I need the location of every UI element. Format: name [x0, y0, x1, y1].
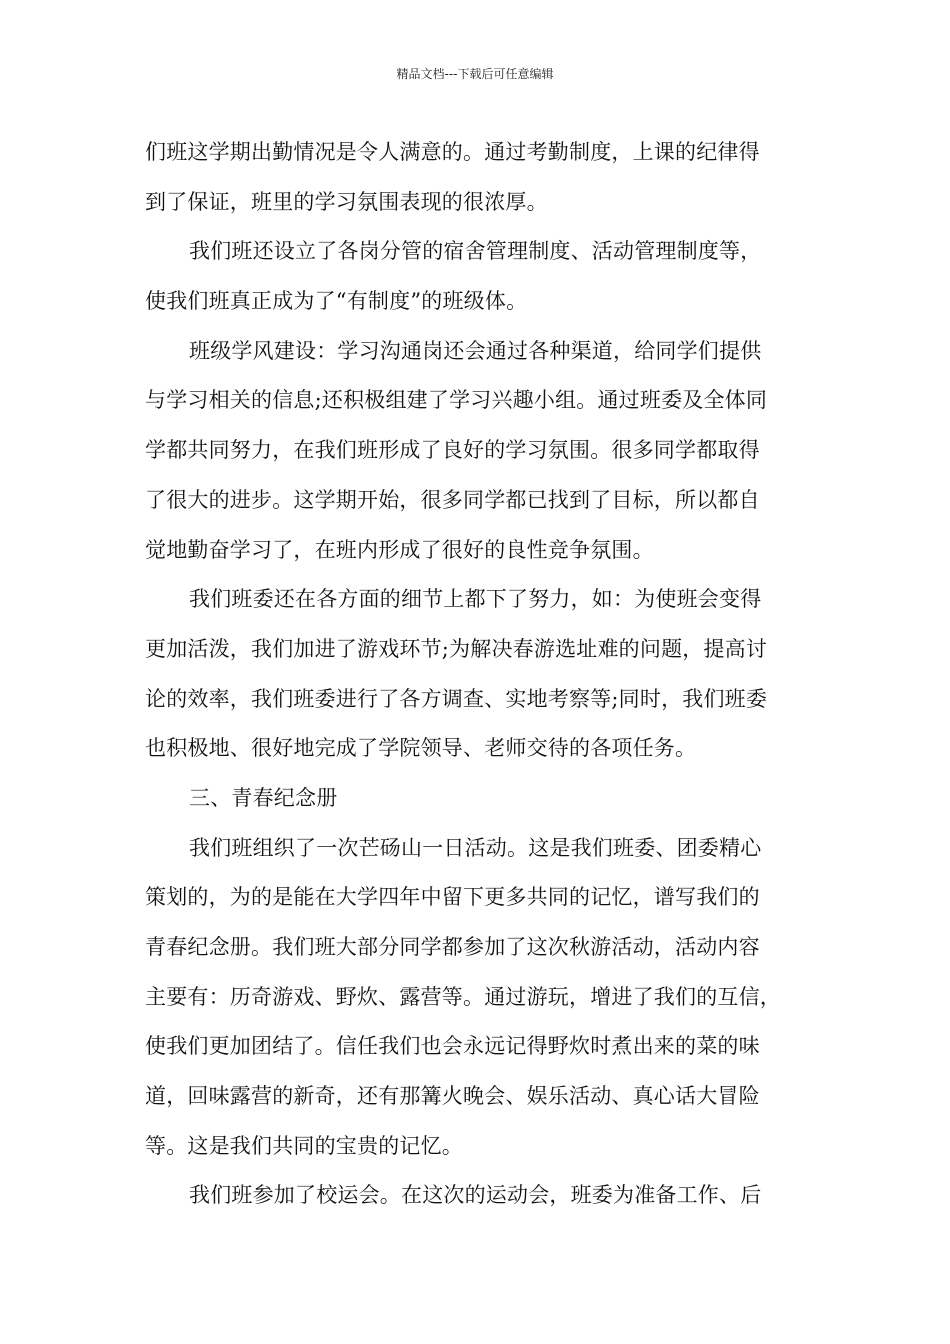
- text-line: 到了保证，班里的学习氛围表现的很浓厚。: [145, 189, 548, 214]
- text-line: 我们班委还在各方面的细节上都下了努力，如：为使班会变得: [189, 587, 762, 612]
- text-line: 我们班组织了一次芒砀山一日活动。这是我们班委、团委精心: [189, 835, 762, 860]
- text-line: 了很大的进步。这学期开始，很多同学都已找到了目标，所以都自: [145, 487, 760, 512]
- text-line: 觉地勤奋学习了，在班内形成了很好的良性竞争氛围。: [145, 537, 654, 562]
- page-header: 精品文档---下载后可任意编辑: [396, 67, 554, 81]
- text-line: 与学习相关的信息;还积极组建了学习兴趣小组。通过班委及全体同: [145, 388, 768, 413]
- text-line: 使我们更加团结了。信任我们也会永远记得野炊时煮出来的菜的味: [145, 1034, 760, 1059]
- section-heading: 三、青春纪念册: [189, 785, 338, 810]
- text-line: 也积极地、很好地完成了学院领导、老师交待的各项任务。: [145, 736, 697, 761]
- text-line: 主要有：历奇游戏、野炊、露营等。通过游玩，增进了我们的互信，: [145, 984, 781, 1009]
- text-line: 等。这是我们共同的宝贵的记忆。: [145, 1133, 463, 1158]
- document-body: [145, 128, 809, 1221]
- text-line: 我们班参加了校运会。在这次的运动会，班委为准备工作、后: [189, 1183, 762, 1208]
- text-line: 使我们班真正成为了“有制度”的班级体。: [145, 289, 528, 314]
- text-line: 论的效率，我们班委进行了各方调查、实地考察等;同时，我们班委: [145, 686, 768, 711]
- text-line: 青春纪念册。我们班大部分同学都参加了这次秋游活动，活动内容: [145, 935, 760, 959]
- text-line: 道，回味露营的新奇，还有那篝火晚会、娱乐活动、真心话大冒险: [145, 1084, 760, 1109]
- text-line: 策划的，为的是能在大学四年中留下更多共同的记忆，谱写我们的: [145, 885, 760, 910]
- text-line: 我们班还设立了各岗分管的宿舍管理制度、活动管理制度等，: [189, 239, 762, 264]
- text-line: 更加活泼，我们加进了游戏环节;为解决春游选址难的问题，提高讨: [145, 636, 768, 661]
- text-line: 班级学风建设：学习沟通岗还会通过各种渠道，给同学们提供: [189, 338, 762, 363]
- text-line: 学都共同努力，在我们班形成了良好的学习氛围。很多同学都取得: [145, 438, 760, 463]
- text-line: 们班这学期出勤情况是令人满意的。通过考勤制度，上课的纪律得: [145, 140, 760, 164]
